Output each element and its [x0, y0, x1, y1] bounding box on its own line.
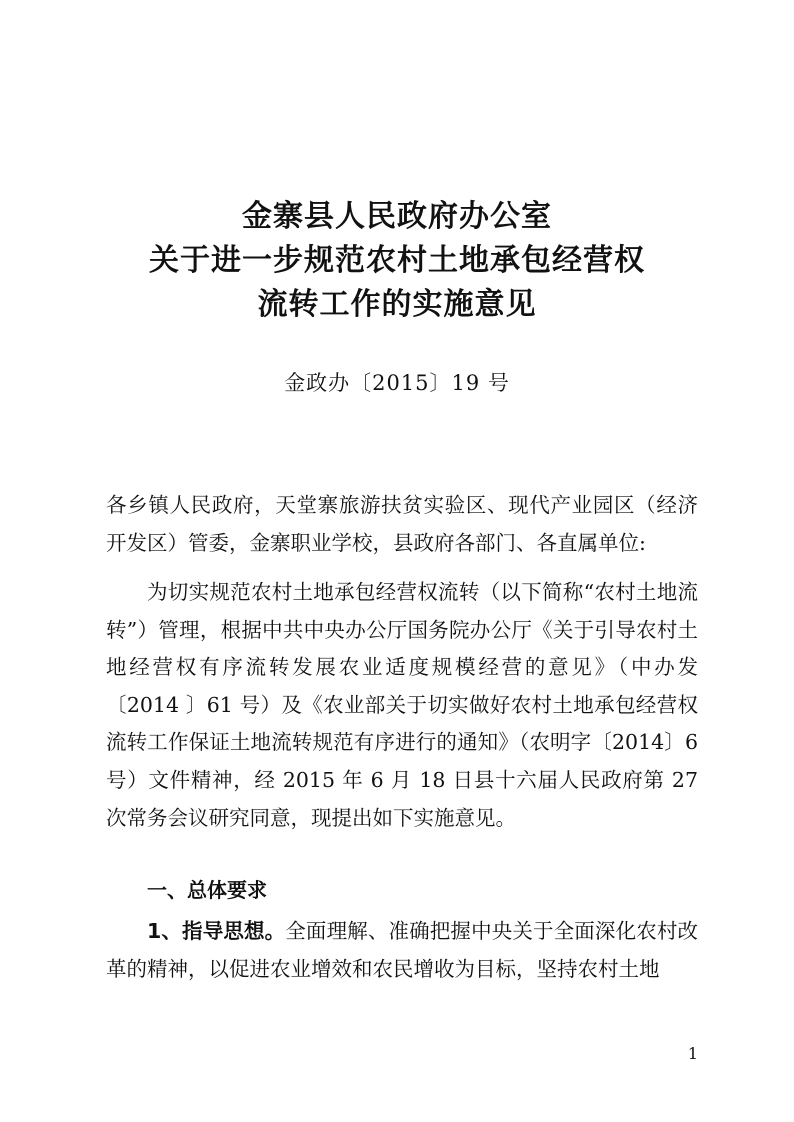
document-number: 金政办〔2015〕19 号 — [284, 371, 510, 395]
addressee-paragraph: 各乡镇人民政府，天堂寨旅游扶贫实验区、现代产业园区（经济开发区）管委，金寨职业学校，县政府各部门、各直属单位: — [106, 493, 698, 555]
document-title-line-1: 金寨县人民政府办公室 — [242, 199, 552, 234]
intro-paragraph: 为切实规范农村土地承包经营权流转（以下简称“农村土地流转”）管理，根据中共中央办公厅国务院办公厅《关于引导农村土地经营权有序流转发展农业适度规模经营的意见》（中办发〔2014 〕61 号）及《农业部关于切实做好农村土地承包经营权流转工作保证土地流转规范有序进行的通知》（农明字〔2014〕6 号）文件精神，经 2015 年 6 月 18 日县十六届人民政府第 27 次常务会议研究同意，现提出如下实施意见。 — [106, 580, 698, 830]
point-1-lead: 1、指导思想。 — [147, 919, 286, 943]
document-title-line-3: 流转工作的实施意见 — [257, 287, 537, 322]
point-1-text: 全面理解、准确把握中央关于全面深化农村改革的精神，以促进农业增效和农民增收为目标，坚持农村土地 — [106, 919, 699, 981]
page-number: 1 — [687, 1044, 698, 1063]
section-heading: 一、总体要求 — [147, 878, 267, 902]
point-1-paragraph — [106, 913, 698, 988]
document-title-line-2: 关于进一步规范农村土地承包经营权 — [149, 243, 645, 278]
